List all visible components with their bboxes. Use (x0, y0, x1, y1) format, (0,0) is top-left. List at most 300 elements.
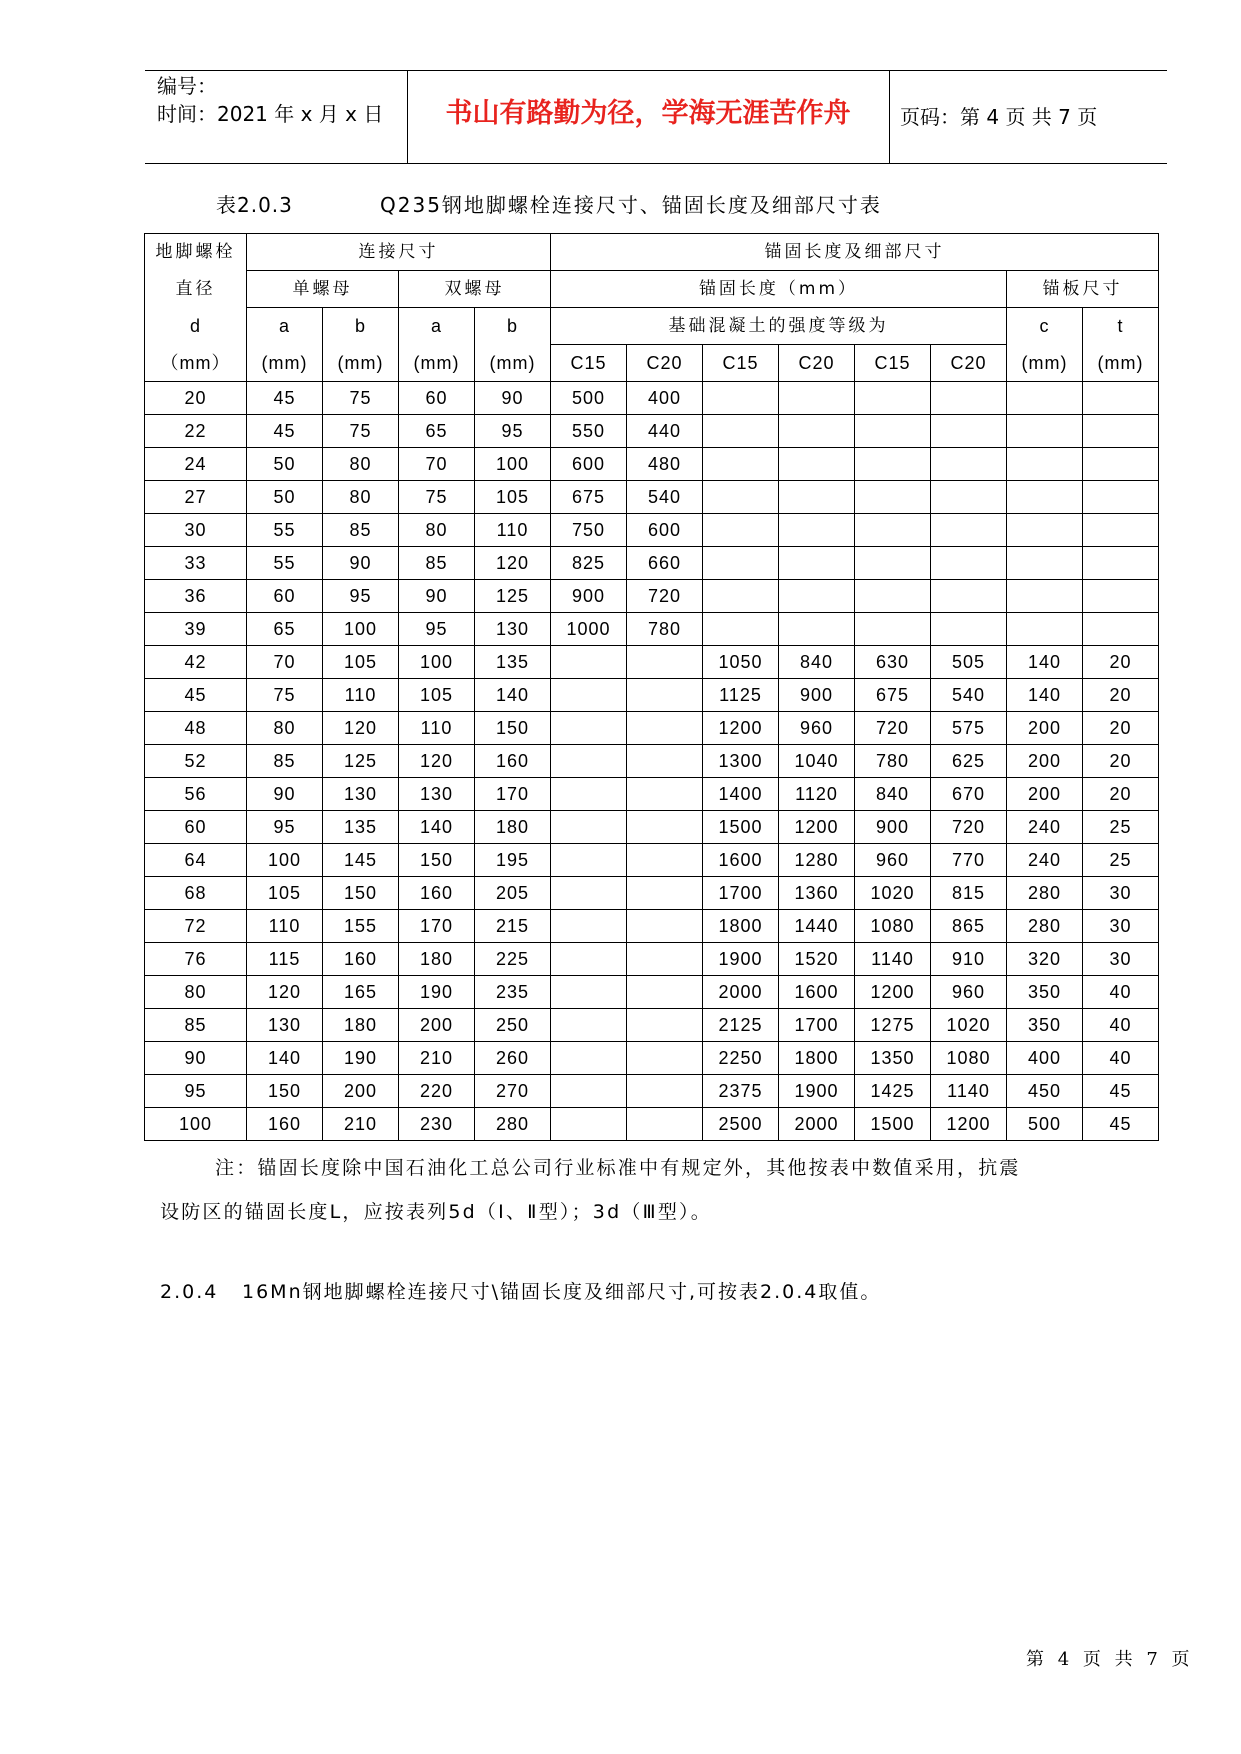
table-cell: 60 (247, 580, 323, 613)
header-single-b: b (323, 308, 399, 345)
table-cell (1083, 481, 1159, 514)
table-cell: 72 (145, 910, 247, 943)
table-cell: 20 (1083, 679, 1159, 712)
table-cell: 180 (475, 811, 551, 844)
table-cell: 865 (931, 910, 1007, 943)
table-row (145, 811, 1159, 844)
table-cell: 120 (399, 745, 475, 778)
table-cell: 960 (855, 844, 931, 877)
table-row (145, 712, 1159, 745)
table-cell: 90 (475, 382, 551, 415)
table-cell: 145 (323, 844, 399, 877)
table-cell: 1300 (703, 745, 779, 778)
header-diameter-line1: 地脚螺栓 (145, 234, 247, 271)
table-cell: 910 (931, 943, 1007, 976)
table-cell (855, 382, 931, 415)
table-cell (627, 712, 703, 745)
header-diameter-unit: （mm） (145, 345, 247, 382)
table-row (145, 1108, 1159, 1141)
table-cell: 45 (1083, 1108, 1159, 1141)
table-cell: 75 (247, 679, 323, 712)
table-cell: 1425 (855, 1075, 931, 1108)
table-cell: 120 (247, 976, 323, 1009)
table-cell: 1800 (779, 1042, 855, 1075)
table-cell: 42 (145, 646, 247, 679)
table-cell: 140 (1007, 646, 1083, 679)
table-row (145, 646, 1159, 679)
table-cell (855, 514, 931, 547)
table-cell: 900 (779, 679, 855, 712)
table-cell: 770 (931, 844, 1007, 877)
table-row (145, 679, 1159, 712)
table-cell (1007, 514, 1083, 547)
header-grade-c20: C20 (627, 345, 703, 382)
header-diameter-line3: d (145, 308, 247, 345)
table-cell: 1200 (779, 811, 855, 844)
table-cell: 165 (323, 976, 399, 1009)
table-cell (551, 1042, 627, 1075)
table-cell: 76 (145, 943, 247, 976)
table-cell: 1200 (931, 1108, 1007, 1141)
table-cell: 160 (399, 877, 475, 910)
table-cell: 500 (1007, 1108, 1083, 1141)
table-cell: 100 (247, 844, 323, 877)
header-grade-c15: C15 (703, 345, 779, 382)
header-single-nut: 单螺母 (247, 271, 399, 308)
table-cell: 200 (399, 1009, 475, 1042)
table-cell: 190 (399, 976, 475, 1009)
table-cell: 30 (1083, 910, 1159, 943)
table-cell: 240 (1007, 811, 1083, 844)
table-cell (1007, 613, 1083, 646)
table-cell: 85 (145, 1009, 247, 1042)
table-cell: 130 (475, 613, 551, 646)
table-cell (855, 547, 931, 580)
table-cell: 48 (145, 712, 247, 745)
header-grade-c15: C15 (551, 345, 627, 382)
table-cell: 64 (145, 844, 247, 877)
table-cell: 160 (475, 745, 551, 778)
table-cell: 900 (551, 580, 627, 613)
table-cell (931, 514, 1007, 547)
table-row (145, 1009, 1159, 1042)
header-connection-size: 连接尺寸 (247, 234, 551, 271)
table-cell: 1080 (855, 910, 931, 943)
table-cell: 140 (1007, 679, 1083, 712)
header-grade-c20: C20 (779, 345, 855, 382)
table-cell: 225 (475, 943, 551, 976)
table-cell: 85 (399, 547, 475, 580)
table-cell: 170 (475, 778, 551, 811)
table-cell (627, 745, 703, 778)
table-cell (931, 415, 1007, 448)
table-cell (1083, 382, 1159, 415)
table-cell: 70 (399, 448, 475, 481)
table-cell (627, 778, 703, 811)
table-cell (703, 382, 779, 415)
table-row (145, 976, 1159, 1009)
table-cell: 1360 (779, 877, 855, 910)
table-cell: 1500 (855, 1108, 931, 1141)
table-cell: 135 (323, 811, 399, 844)
table-cell: 45 (247, 382, 323, 415)
table-cell: 95 (475, 415, 551, 448)
anchor-bolt-table (144, 233, 1159, 1141)
table-row (145, 547, 1159, 580)
table-cell: 24 (145, 448, 247, 481)
table-cell: 720 (627, 580, 703, 613)
table-cell (931, 547, 1007, 580)
table-cell: 140 (399, 811, 475, 844)
table-cell: 505 (931, 646, 1007, 679)
table-cell: 540 (627, 481, 703, 514)
table-cell (779, 547, 855, 580)
table-cell: 480 (627, 448, 703, 481)
table-cell: 55 (247, 547, 323, 580)
table-cell: 1400 (703, 778, 779, 811)
header-number-label: 编号： (157, 74, 217, 98)
table-cell: 200 (323, 1075, 399, 1108)
table-cell: 190 (323, 1042, 399, 1075)
table-cell: 1900 (703, 943, 779, 976)
table-cell: 140 (475, 679, 551, 712)
table-cell (931, 382, 1007, 415)
table-cell: 110 (475, 514, 551, 547)
table-cell: 960 (931, 976, 1007, 1009)
table-cell (551, 1075, 627, 1108)
table-cell: 675 (551, 481, 627, 514)
table-cell: 130 (323, 778, 399, 811)
table-cell: 210 (399, 1042, 475, 1075)
table-cell: 155 (323, 910, 399, 943)
table-cell (551, 976, 627, 1009)
table-cell (627, 976, 703, 1009)
table-cell: 27 (145, 481, 247, 514)
table-cell: 70 (247, 646, 323, 679)
table-cell (1083, 514, 1159, 547)
table-cell: 95 (247, 811, 323, 844)
header-anchor-group: 锚固长度及细部尺寸 (551, 234, 1159, 271)
table-cell: 1275 (855, 1009, 931, 1042)
table-cell (703, 547, 779, 580)
table-cell: 450 (1007, 1075, 1083, 1108)
table-cell (703, 415, 779, 448)
table-cell: 85 (247, 745, 323, 778)
note-line-2: 设防区的锚固长度L，应按表列5d（Ⅰ、Ⅱ型）；3d（Ⅲ型）。 (160, 1201, 712, 1223)
table-cell: 195 (475, 844, 551, 877)
table-cell (627, 811, 703, 844)
table-cell: 120 (475, 547, 551, 580)
table-cell: 39 (145, 613, 247, 646)
table-cell: 150 (475, 712, 551, 745)
table-cell: 1520 (779, 943, 855, 976)
table-cell: 1700 (703, 877, 779, 910)
section-2-0-4 (160, 1279, 881, 1305)
table-cell (855, 580, 931, 613)
table-number: 表2.0.3 (216, 193, 293, 217)
table-cell (1083, 448, 1159, 481)
table-cell: 125 (475, 580, 551, 613)
table-cell: 100 (399, 646, 475, 679)
table-cell (627, 1075, 703, 1108)
table-cell: 1000 (551, 613, 627, 646)
table-cell (703, 448, 779, 481)
table-cell: 45 (247, 415, 323, 448)
table-cell: 180 (323, 1009, 399, 1042)
table-row (145, 844, 1159, 877)
table-cell: 1125 (703, 679, 779, 712)
table-cell: 550 (551, 415, 627, 448)
table-cell: 500 (551, 382, 627, 415)
table-cell (551, 745, 627, 778)
table-cell: 160 (247, 1108, 323, 1141)
table-cell: 1700 (779, 1009, 855, 1042)
table-cell (855, 415, 931, 448)
table-cell: 75 (323, 382, 399, 415)
table-cell: 900 (855, 811, 931, 844)
table-row (145, 877, 1159, 910)
table-cell: 400 (627, 382, 703, 415)
table-row (145, 580, 1159, 613)
table-cell: 130 (399, 778, 475, 811)
table-cell (1007, 547, 1083, 580)
table-cell (931, 481, 1007, 514)
table-cell (1007, 481, 1083, 514)
table-cell: 52 (145, 745, 247, 778)
table-cell (931, 613, 1007, 646)
table-cell: 45 (1083, 1075, 1159, 1108)
table-cell: 270 (475, 1075, 551, 1108)
table-cell (703, 481, 779, 514)
table-cell: 80 (323, 448, 399, 481)
table-cell: 60 (399, 382, 475, 415)
table-cell (627, 646, 703, 679)
table-cell (703, 613, 779, 646)
table-cell (551, 712, 627, 745)
table-cell: 150 (323, 877, 399, 910)
table-cell: 400 (1007, 1042, 1083, 1075)
table-cell: 780 (855, 745, 931, 778)
table-cell: 30 (1083, 943, 1159, 976)
table-body (145, 382, 1159, 1141)
table-cell: 85 (323, 514, 399, 547)
table-cell: 120 (323, 712, 399, 745)
page-footer: 第 4 页 共 7 页 (1026, 1649, 1194, 1670)
table-cell: 80 (145, 976, 247, 1009)
table-cell: 100 (475, 448, 551, 481)
table-cell (551, 943, 627, 976)
table-cell: 90 (145, 1042, 247, 1075)
header-time-label: 时间：2021 年 x 月 x 日 (157, 102, 384, 126)
table-cell (627, 1009, 703, 1042)
table-cell (551, 646, 627, 679)
table-cell: 1200 (855, 976, 931, 1009)
table-cell (551, 1009, 627, 1042)
table-row (145, 481, 1159, 514)
table-cell: 720 (931, 811, 1007, 844)
table-cell (779, 613, 855, 646)
table-cell: 260 (475, 1042, 551, 1075)
table-cell: 200 (1007, 745, 1083, 778)
header-unit-mm: (mm) (323, 345, 399, 382)
table-cell: 720 (855, 712, 931, 745)
table-cell: 20 (1083, 712, 1159, 745)
header-motto: 书山有路勤为径，学海无涯苦作舟 (445, 98, 851, 129)
table-cell: 105 (475, 481, 551, 514)
table-cell: 105 (247, 877, 323, 910)
header-page-label: 页码：第 4 页 共 7 页 (900, 105, 1098, 129)
table-cell: 1120 (779, 778, 855, 811)
table-cell: 1900 (779, 1075, 855, 1108)
table-cell: 2000 (779, 1108, 855, 1141)
table-cell: 95 (323, 580, 399, 613)
table-cell (779, 448, 855, 481)
table-cell (1083, 547, 1159, 580)
table-cell: 75 (399, 481, 475, 514)
table-cell: 1140 (855, 943, 931, 976)
table-cell: 840 (855, 778, 931, 811)
table-cell (551, 811, 627, 844)
table-cell (1083, 415, 1159, 448)
header-single-a: a (247, 308, 323, 345)
table-cell: 675 (855, 679, 931, 712)
header-anchor-length: 锚固长度（mm） (551, 271, 1007, 308)
table-cell: 56 (145, 778, 247, 811)
table-row (145, 745, 1159, 778)
table-cell: 105 (399, 679, 475, 712)
table-cell (551, 877, 627, 910)
table-cell: 36 (145, 580, 247, 613)
table-cell: 1080 (931, 1042, 1007, 1075)
table-cell: 2250 (703, 1042, 779, 1075)
table-cell: 110 (323, 679, 399, 712)
table-cell: 20 (145, 382, 247, 415)
table-cell: 160 (323, 943, 399, 976)
table-row (145, 1042, 1159, 1075)
header-plate-c: c (1007, 308, 1083, 345)
table-cell: 250 (475, 1009, 551, 1042)
table-cell (1083, 613, 1159, 646)
header-bottom-rule (145, 163, 1167, 164)
table-cell: 140 (247, 1042, 323, 1075)
table-cell: 1050 (703, 646, 779, 679)
table-cell: 30 (145, 514, 247, 547)
table-cell: 1440 (779, 910, 855, 943)
table-cell: 150 (247, 1075, 323, 1108)
table-cell: 125 (323, 745, 399, 778)
header-unit-mm: (mm) (475, 345, 551, 382)
table-cell: 75 (323, 415, 399, 448)
header-plate-t: t (1083, 308, 1159, 345)
table-cell: 170 (399, 910, 475, 943)
table-cell: 1140 (931, 1075, 1007, 1108)
table-cell (779, 481, 855, 514)
table-row (145, 415, 1159, 448)
table-cell: 540 (931, 679, 1007, 712)
table-cell (931, 580, 1007, 613)
header-double-a: a (399, 308, 475, 345)
table-cell: 80 (399, 514, 475, 547)
header-concrete-grade: 基础混凝土的强度等级为 (551, 308, 1007, 345)
table-cell: 320 (1007, 943, 1083, 976)
table-cell: 240 (1007, 844, 1083, 877)
table-cell: 1040 (779, 745, 855, 778)
table-cell: 1020 (931, 1009, 1007, 1042)
table-cell: 2125 (703, 1009, 779, 1042)
table-cell: 1500 (703, 811, 779, 844)
table-cell (551, 844, 627, 877)
table-cell: 100 (145, 1108, 247, 1141)
header-double-b: b (475, 308, 551, 345)
table-cell (1083, 580, 1159, 613)
table-cell: 280 (1007, 910, 1083, 943)
table-cell: 600 (627, 514, 703, 547)
table-cell (627, 1042, 703, 1075)
section-number: 2.0.4 (160, 1281, 219, 1303)
note-line-1: 注：锚固长度除中国石油化工总公司行业标准中有规定外，其他按表中数值采用，抗震 (215, 1157, 1021, 1179)
table-cell: 68 (145, 877, 247, 910)
table-cell: 110 (399, 712, 475, 745)
table-cell: 20 (1083, 646, 1159, 679)
table-cell: 30 (1083, 877, 1159, 910)
table-cell: 45 (145, 679, 247, 712)
table-cell: 280 (1007, 877, 1083, 910)
table-cell: 280 (475, 1108, 551, 1141)
table-cell (627, 910, 703, 943)
table-cell (1007, 448, 1083, 481)
table-cell: 1020 (855, 877, 931, 910)
table-cell: 210 (323, 1108, 399, 1141)
table-cell: 960 (779, 712, 855, 745)
table-cell: 2000 (703, 976, 779, 1009)
table-cell (1007, 580, 1083, 613)
table-cell: 200 (1007, 712, 1083, 745)
header-top-rule (145, 70, 1167, 71)
table-cell (627, 679, 703, 712)
table-cell: 230 (399, 1108, 475, 1141)
table-cell (703, 514, 779, 547)
table-cell: 750 (551, 514, 627, 547)
table-row (145, 1075, 1159, 1108)
header-double-nut: 双螺母 (399, 271, 551, 308)
header-diameter-line2: 直径 (145, 271, 247, 308)
table-cell: 575 (931, 712, 1007, 745)
table-cell (855, 613, 931, 646)
table-cell: 33 (145, 547, 247, 580)
table-cell (551, 910, 627, 943)
table-cell: 205 (475, 877, 551, 910)
table-cell: 40 (1083, 1009, 1159, 1042)
table-cell: 50 (247, 481, 323, 514)
table-title: Q235钢地脚螺栓连接尺寸、锚固长度及细部尺寸表 (380, 193, 882, 217)
table-cell: 110 (247, 910, 323, 943)
table-cell: 630 (855, 646, 931, 679)
table-cell (703, 580, 779, 613)
table-cell: 95 (399, 613, 475, 646)
table-cell: 1600 (703, 844, 779, 877)
table-cell (779, 514, 855, 547)
table-cell: 1800 (703, 910, 779, 943)
header-grade-c15: C15 (855, 345, 931, 382)
table-cell: 90 (247, 778, 323, 811)
table-cell: 20 (1083, 778, 1159, 811)
table-cell: 105 (323, 646, 399, 679)
table-cell: 90 (399, 580, 475, 613)
table-cell: 1600 (779, 976, 855, 1009)
table-cell: 1200 (703, 712, 779, 745)
table-row (145, 910, 1159, 943)
table-cell: 100 (323, 613, 399, 646)
